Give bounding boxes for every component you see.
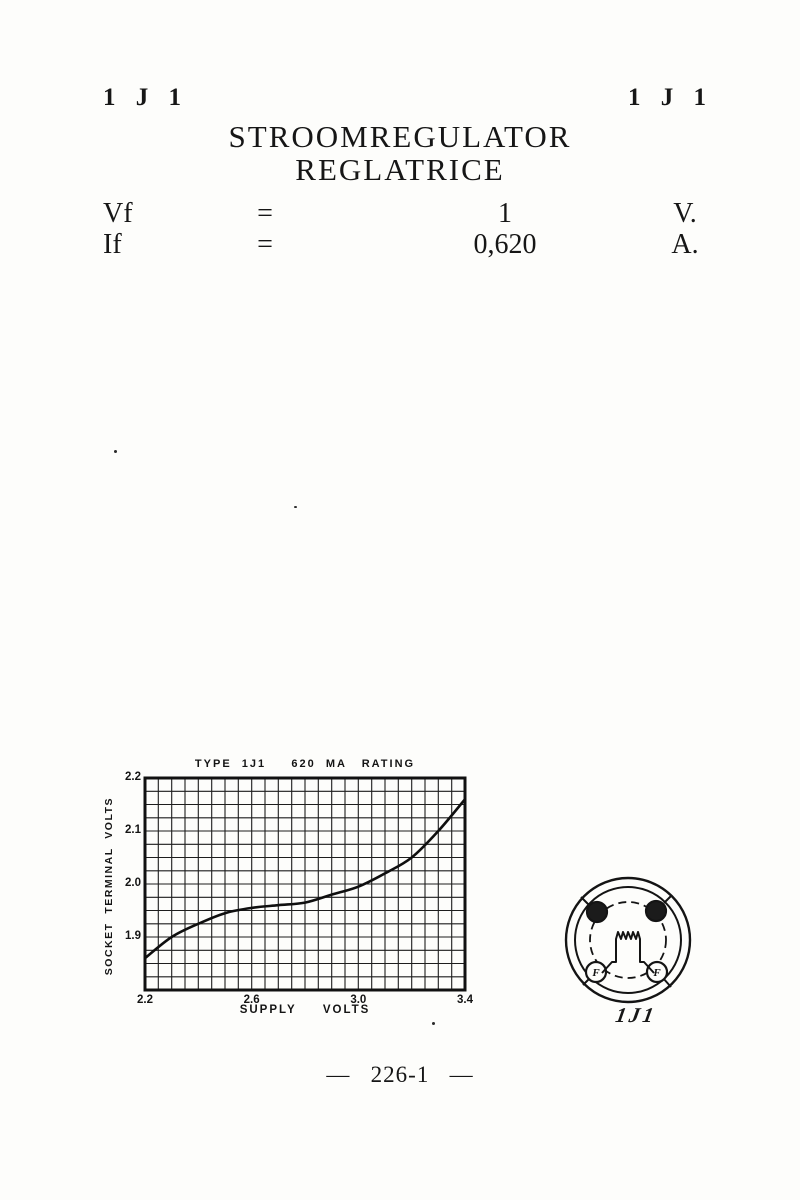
y-tick-label: 2.0 [125,877,141,889]
y-tick-label: 2.1 [125,824,141,836]
plot-canvas [145,778,465,990]
x-tick-label: 3.4 [457,994,473,1006]
chart-title: TYPE 1J1 620 MA RATING [194,758,416,770]
characteristic-chart [103,758,473,1016]
spec-param: Vf [103,198,133,229]
title-french: REGLATRICE [295,152,505,187]
header-right-tube-code: 1 J 1 [628,84,713,111]
x-tick-label: 2.2 [137,994,153,1006]
page-number: — 226-1 — [326,1062,474,1087]
spec-row-vf [0,198,800,230]
spec-value: 1 [498,198,512,229]
x-tick-label: 3.0 [350,994,367,1006]
spec-equals: = [257,229,273,260]
plot-grid [145,778,465,990]
spec-unit: A. [671,229,699,260]
title-dutch: STROOMREGULATOR [228,119,572,154]
filament-symbol [602,932,654,973]
y-axis-label: SOCKET TERMINAL VOLTS [103,796,115,976]
x-tick-label: 2.6 [243,994,260,1006]
scan-speck [114,450,117,453]
pin-label-f-right: F [653,967,661,979]
spec-param: If [103,229,122,260]
spec-row-if [0,229,800,261]
spec-equals: = [257,198,273,229]
spec-unit: V. [673,198,697,229]
header-left-tube-code: 1 J 1 [103,84,188,111]
scan-speck [294,506,297,508]
socket-diagram [556,866,701,1016]
pin-label-f-left: F [592,967,600,979]
socket-pin-top-left [587,902,607,922]
socket-caption: 1J1 [613,1003,659,1027]
y-tick-label: 2.2 [125,771,141,783]
socket-pin-top-right [646,901,666,921]
spec-value: 0,620 [473,229,537,260]
scan-speck [432,1022,435,1025]
y-tick-label: 1.9 [125,930,141,942]
x-axis-label: SUPPLY VOLTS [239,1004,371,1016]
